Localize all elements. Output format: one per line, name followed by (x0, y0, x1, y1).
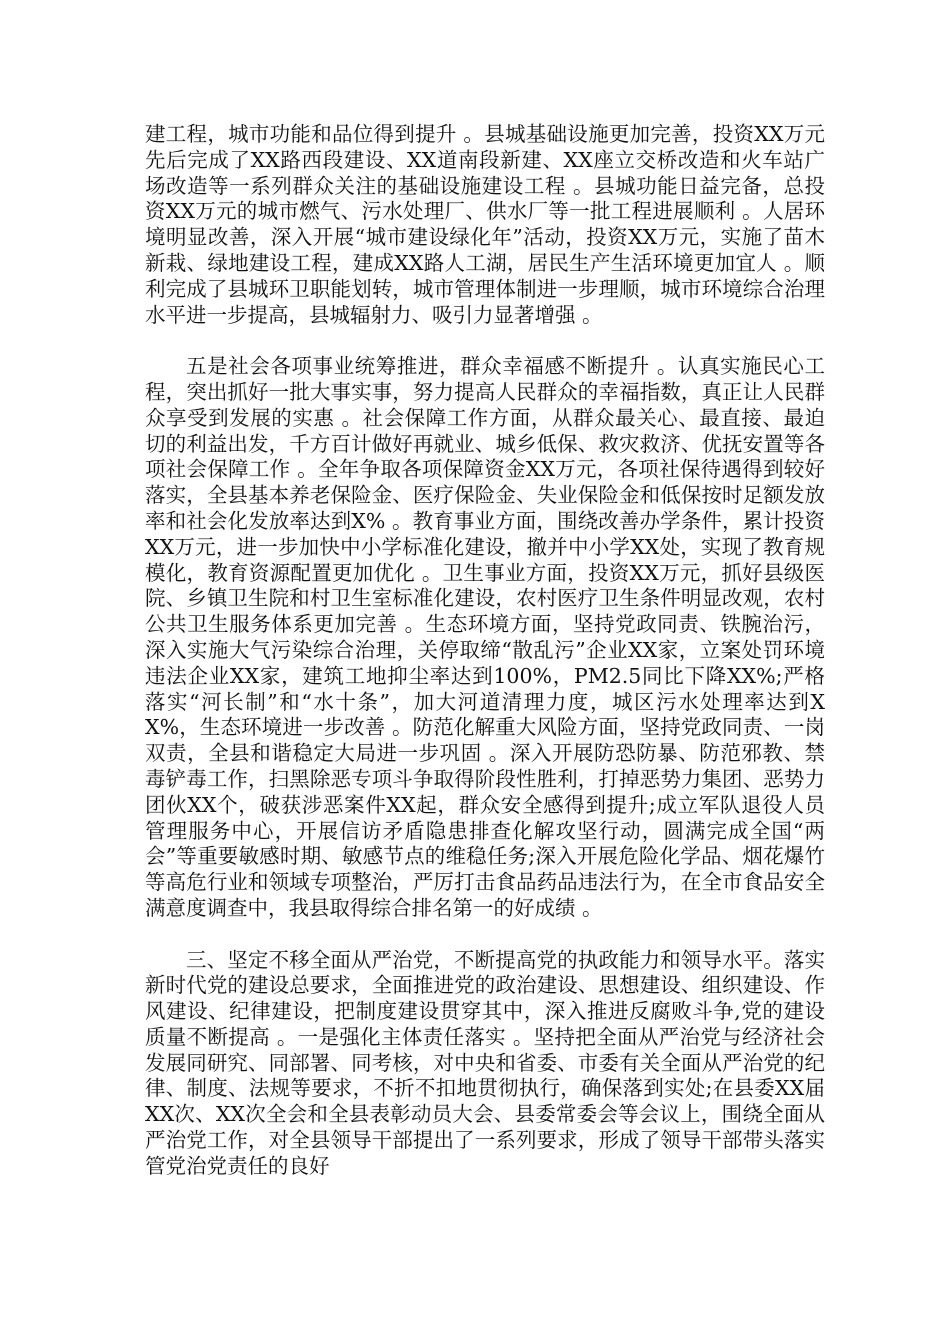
paragraph-urban-construction: 建工程，城市功能和品位得到提升 。县城基础设施更加完善，投资XX万元先后完成了XX路西段建设、XX道南段新建、XX座立交桥改造和火车站广场改造等一系列群众关注的基础设施建设工程 。县城功能日益完备，总投资XX万元的城市燃气、污水处理厂、供水厂等一批工程进展顺利 。人居环境明显改善，深入开展“城市建设绿化年”活动，投资XX万元，实施了苗木新栽、绿地建设工程，建成XX路人工湖，居民生产生活环境更加宜人 。顺利完成了县城环卫职能划转，城市管理体制进一步理顺，城市环境综合治理水平进一步提高，县城辐射力、吸引力显著增强 。 (145, 122, 825, 327)
paragraph-social-undertakings: 五是社会各项事业统筹推进，群众幸福感不断提升 。认真实施民心工程，突出抓好一批大事实事，努力提高人民群众的幸福指数，真正让人民群众享受到发展的实惠 。社会保障工作方面，从群众最关心、最直接、最迫切的利益出发，千方百计做好再就业、城乡低保、救灾救济、优抚安置等各项社会保障工作 。全年争取各项保障资金XX万元，各项社保待遇得到较好落实，全县基本养老保险金、医疗保险金、失业保险金和低保按时足额发放率和社会化发放率达到X% 。教育事业方面，围绕改善办学条件，累计投资XX万元，进一步加快中小学标准化建设，撤并中小学XX处，实现了教育规模化，教育资源配置更加优化 。卫生事业方面，投资XX万元，抓好县级医院、乡镇卫生院和村卫生室标准化建设，农村医疗卫生条件明显改观，农村公共卫生服务体系更加完善 。生态环境方面，坚持党政同责、铁腕治污，深入实施大气污染综合治理，关停取缔“散乱污”企业XX家，立案处罚环境违法企业XX家，建筑工地抑尘率达到100%，PM2.5同比下降XX%;严格落实“河长制”和“水十条”，加大河道清理力度，城区污水处理率达到XX%，生态环境进一步改善 。防范化解重大风险方面，坚持党政同责、一岗双责，全县和谐稳定大局进一步巩固 。深入开展防恐防暴、防范邪教、禁毒铲毒工作，扫黑除恶专项斗争取得阶段性胜利，打掉恶势力集团、恶势力团伙XX个，破获涉恶案件XX起，群众安全感得到提升;成立军队退役人员管理服务中心，开展信访矛盾隐患排查化解攻坚行动，圆满完成全国“两会”等重要敏感时期、敏感节点的维稳任务;深入开展危险化学品、烟花爆竹等高危行业和领域专项整治，严厉打击食品药品违法行为，在全市食品安全满意度调查中，我县取得综合排名第一的好成绩 。 (145, 354, 825, 920)
document-page (145, 122, 825, 1180)
paragraph-party-governance: 三、坚定不移全面从严治党，不断提高党的执政能力和领导水平。落实新时代党的建设总要求，全面推进党的政治建设、思想建设、组织建设、作风建设、纪律建设，把制度建设贯穿其中，深入推进反腐败斗争,党的建设质量不断提高 。一是强化主体责任落实 。坚持把全面从严治党与经济社会发展同研究、同部署、同考核，对中央和省委、市委有关全面从严治党的纪律、制度、法规等要求，不折不扣地贯彻执行，确保落到实处;在县委XX届XX次、XX次全会和全县表彰动员大会、县委常委会等会议上，围绕全面从严治党工作，对全县领导干部提出了一系列要求，形成了领导干部带头落实管党治党责任的良好 (145, 947, 825, 1178)
